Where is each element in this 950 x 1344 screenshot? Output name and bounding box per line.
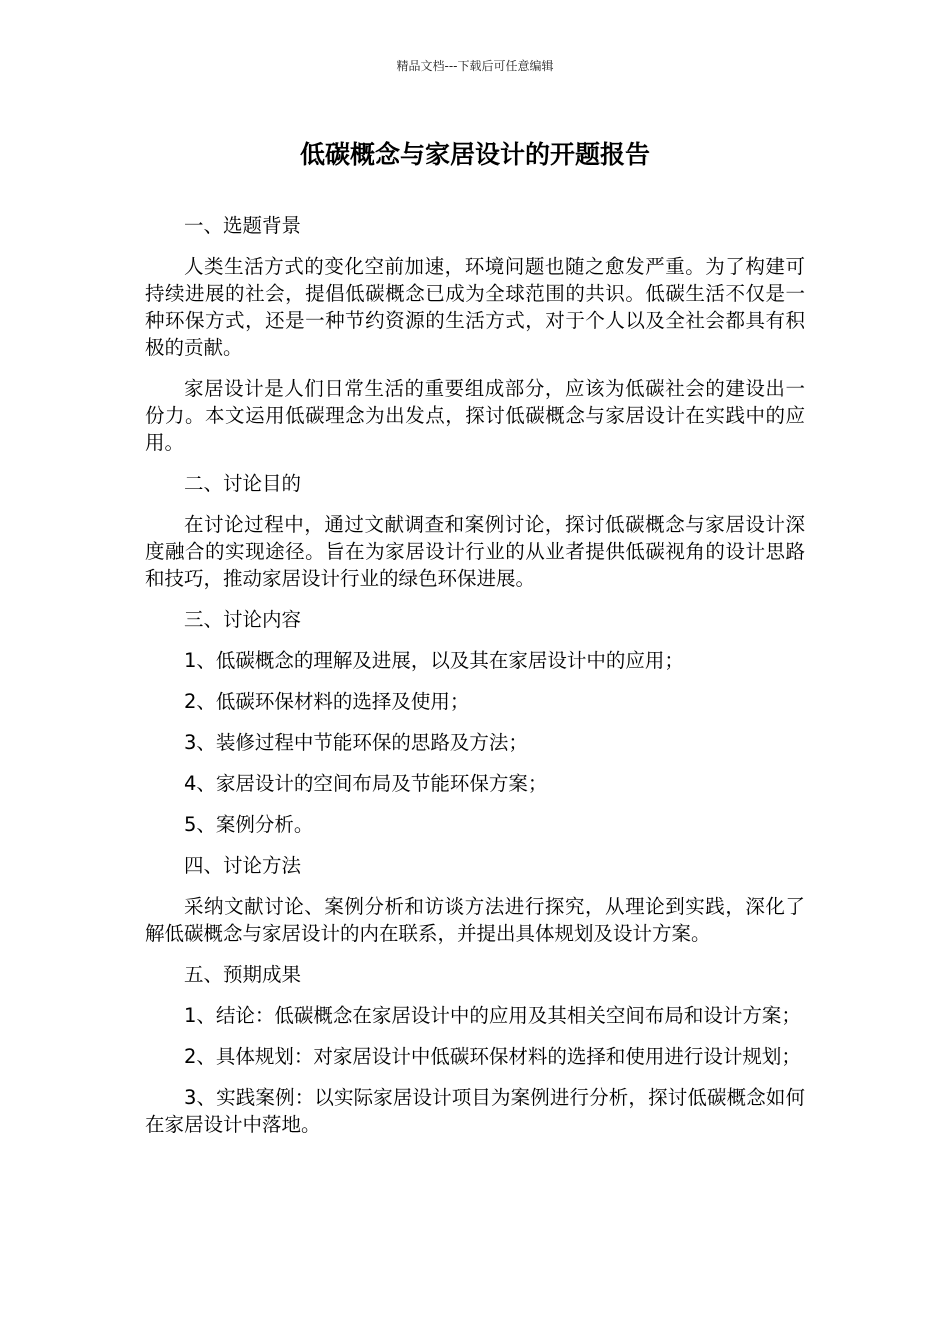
section-heading-background: 一、选题背景 xyxy=(184,214,302,237)
list-item: 2、具体规划：对家居设计中低碳环保材料的选择和使用进行设计规划； xyxy=(184,1045,801,1068)
body-paragraph: 采纳文献讨论、案例分析和访谈方法进行探究，从理论到实践，深化了解低碳概念与家居设计的内在联系，并提出具体规划及设计方案。 xyxy=(145,895,805,945)
header-note: 精品文档---下载后可任意编辑 xyxy=(396,59,554,73)
document-body xyxy=(145,212,805,1152)
list-item: 4、家居设计的空间布局及节能环保方案； xyxy=(184,772,548,795)
list-item: 3、实践案例：以实际家居设计项目为案例进行分析，探讨低碳概念如何在家居设计中落地。 xyxy=(145,1086,805,1136)
list-item: 1、低碳概念的理解及进展，以及其在家居设计中的应用； xyxy=(184,649,684,672)
list-item: 2、低碳环保材料的选择及使用； xyxy=(184,690,470,713)
section-heading-results: 五、预期成果 xyxy=(184,963,302,986)
section-heading-method: 四、讨论方法 xyxy=(184,854,302,877)
body-paragraph: 家居设计是人们日常生活的重要组成部分，应该为低碳社会的建设出一份力。本文运用低碳理念为出发点，探讨低碳概念与家居设计在实践中的应用。 xyxy=(145,377,805,454)
section-heading-purpose: 二、讨论目的 xyxy=(184,472,302,495)
list-item: 5、案例分析。 xyxy=(184,813,314,836)
body-paragraph: 人类生活方式的变化空前加速，环境问题也随之愈发严重。为了构建可持续进展的社会，提倡低碳概念已成为全球范围的共识。低碳生活不仅是一种环保方式，还是一种节约资源的生活方式，对于个人以及全社会都具有积极的贡献。 xyxy=(145,255,805,359)
body-paragraph: 在讨论过程中，通过文献调查和案例讨论，探讨低碳概念与家居设计深度融合的实现途径。旨在为家居设计行业的从业者提供低碳视角的设计思路和技巧，推动家居设计行业的绿色环保进展。 xyxy=(145,513,805,590)
list-item: 3、装修过程中节能环保的思路及方法； xyxy=(184,731,528,754)
list-item: 1、结论：低碳概念在家居设计中的应用及其相关空间布局和设计方案； xyxy=(184,1004,801,1027)
section-heading-content: 三、讨论内容 xyxy=(184,608,302,631)
document-title: 低碳概念与家居设计的开题报告 xyxy=(299,140,650,169)
